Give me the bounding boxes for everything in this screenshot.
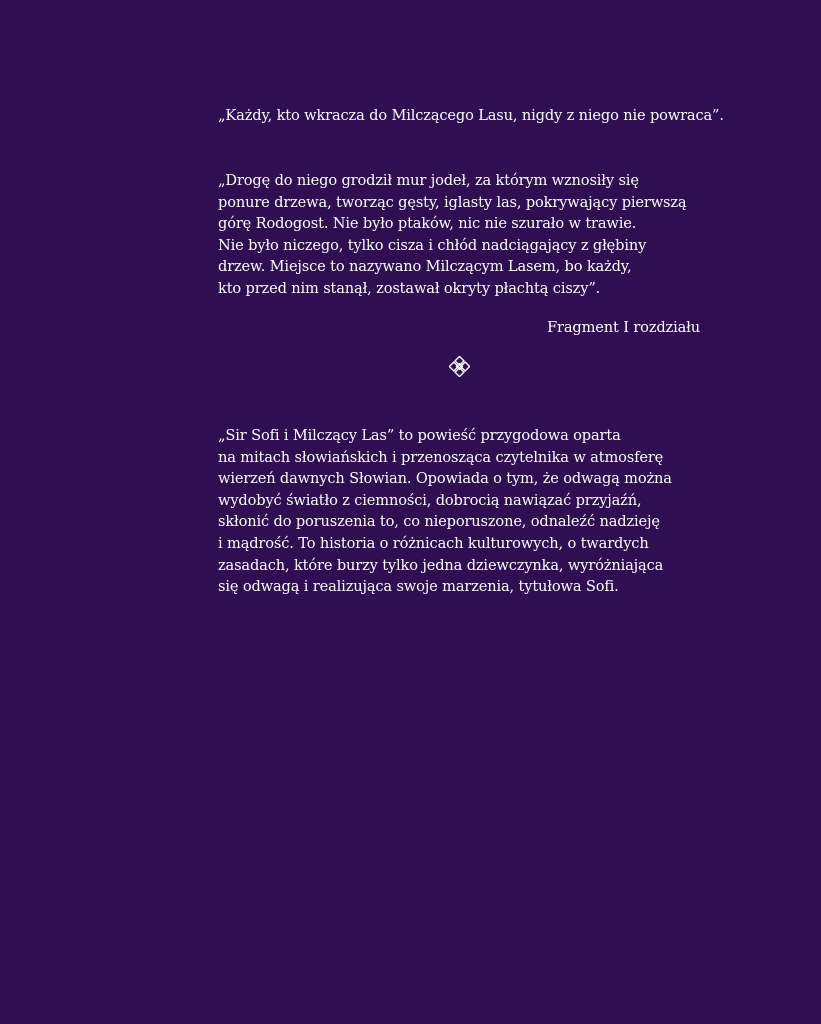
description-line: wierzeń dawnych Słowian. Opowiada o tym, że odwagą można <box>218 470 672 488</box>
book-description <box>218 425 718 598</box>
excerpt-line: kto przed nim stanął, zostawał okryty płachtą ciszy”. <box>218 279 601 297</box>
excerpt-line: drzew. Miejsce to nazywano Milczącym Lasem, bo każdy, <box>218 258 632 276</box>
opening-quote <box>218 105 724 127</box>
description-line: wydobyć światło z ciemności, dobrocią nawiązać przyjaźń, <box>218 491 642 509</box>
excerpt-source: Fragment I rozdziału <box>547 319 700 336</box>
knot-ornament-icon <box>449 356 470 377</box>
excerpt-line: górę Rodogost. Nie było ptaków, nic nie szurało w trawie. <box>218 215 637 233</box>
excerpt-line: ponure drzewa, tworząc gęsty, iglasty las, pokrywający pierwszą <box>218 193 687 211</box>
description-line: „Sir Sofi i Milczący Las” to powieść przygodowa oparta <box>218 427 621 444</box>
description-line: się odwagą i realizująca swoje marzenia, tytułowa Sofi. <box>218 578 619 596</box>
description-line: zasadach, które burzy tylko jedna dziewczynka, wyróżniająca <box>218 556 664 574</box>
excerpt-line: Nie było niczego, tylko cisza i chłód nadciągający z głębiny <box>218 236 647 254</box>
opening-quote-text: „Każdy, kto wkracza do Milczącego Lasu, nigdy z niego nie powraca”. <box>218 107 724 124</box>
excerpt-line: „Drogę do niego grodził mur jodeł, za którym wznosiły się <box>218 172 639 189</box>
description-line: i mądrość. To historia o różnicach kulturowych, o twardych <box>218 534 649 552</box>
description-line: na mitach słowiańskich i przenosząca czytelnika w atmosferę <box>218 448 664 466</box>
book-excerpt <box>218 170 718 300</box>
description-line: skłonić do poruszenia to, co nieporuszone, odnaleźć nadzieję <box>218 513 660 531</box>
